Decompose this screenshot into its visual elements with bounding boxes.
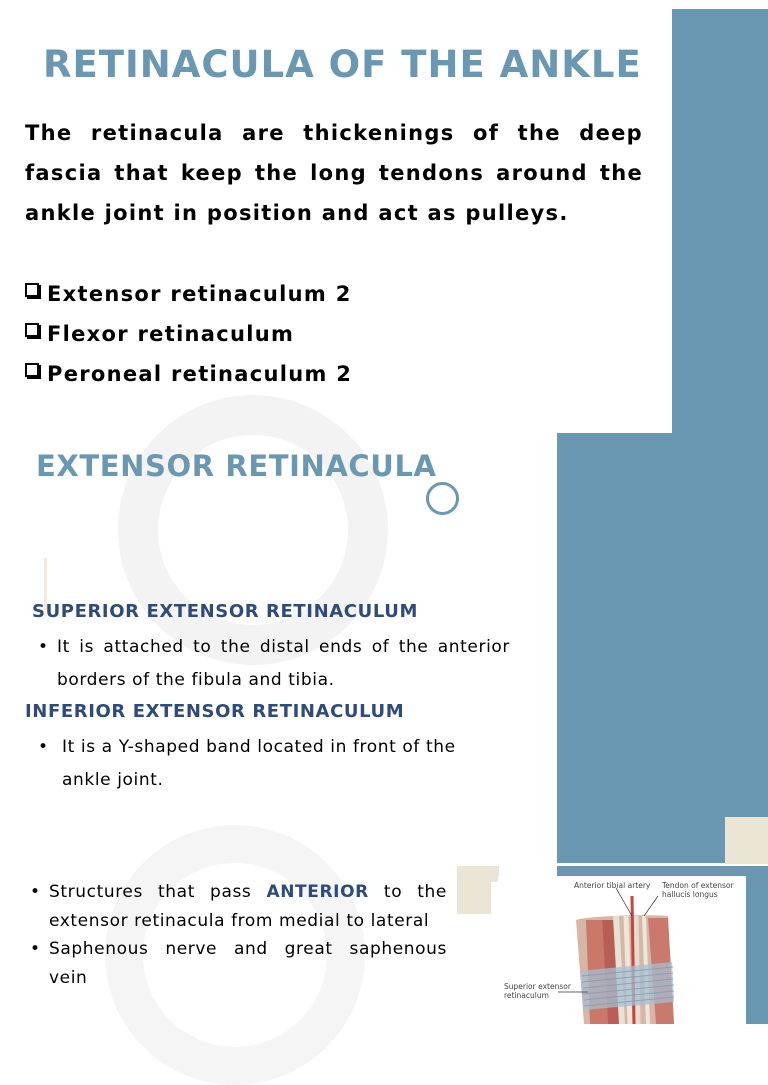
circle-icon [426,482,459,515]
inferior-heading: INFERIOR EXTENSOR RETINACULUM [25,701,405,722]
checklist-item-label: Extensor retinaculum 2 [47,282,352,306]
anterior-emphasis: ANTERIOR [266,882,369,902]
checklist-item [25,274,643,314]
list-item-text: Saphenous nerve and great saphenous vein [49,939,447,988]
list-item-text-part: Structures that pass [49,882,267,902]
list-item [30,878,447,935]
decorative-beige-square [725,817,768,864]
decorative-faint-ring [118,395,388,665]
list-item-text [49,878,447,935]
list-item-text-part: to the extensor retinacula from medial to lateral [49,882,447,931]
list-item [30,935,447,992]
inferior-text: It is a Y-shaped band located in front of the ankle joint. [62,737,456,790]
bullet-marker: • [30,882,41,902]
checklist-item-label: Peroneal retinaculum 2 [47,362,353,386]
bullet-marker: • [30,939,41,959]
superior-description [38,631,510,697]
bullet-marker: • [38,737,49,757]
page-title: RETINACULA OF THE ANKLE [43,43,642,86]
ankle-anatomy-illustration [498,876,746,1024]
inferior-description [38,731,510,797]
figure-label-retinaculum: Superior extensor retinaculum [504,982,571,1000]
figure-label-tendon: Tendon of extensor hallucis longus [662,881,734,899]
checkbox-bullet-icon [25,283,39,297]
checklist-item [25,314,643,354]
section-title: EXTENSOR RETINACULA [36,449,437,483]
figure-label-artery: Anterior tibial artery [574,881,651,890]
superior-text: It is attached to the distal ends of the anterior borders of the fibula and tibia. [57,637,510,690]
decorative-blue-panel-middle [557,433,768,863]
bullet-marker: • [38,637,49,657]
retinacula-checklist [25,274,643,394]
intro-paragraph: The retinacula are thickenings of the deep fascia that keep the long tendons around the ankle joint in position and act as pulleys. [25,121,643,225]
checkbox-bullet-icon [25,323,39,337]
anterior-structures-list [30,878,447,992]
checklist-item-label: Flexor retinaculum [47,322,295,346]
superior-heading: SUPERIOR EXTENSOR RETINACULUM [32,601,418,622]
decorative-blue-panel-top [672,9,768,433]
checkbox-bullet-icon [25,363,39,377]
checklist-item [25,354,643,394]
